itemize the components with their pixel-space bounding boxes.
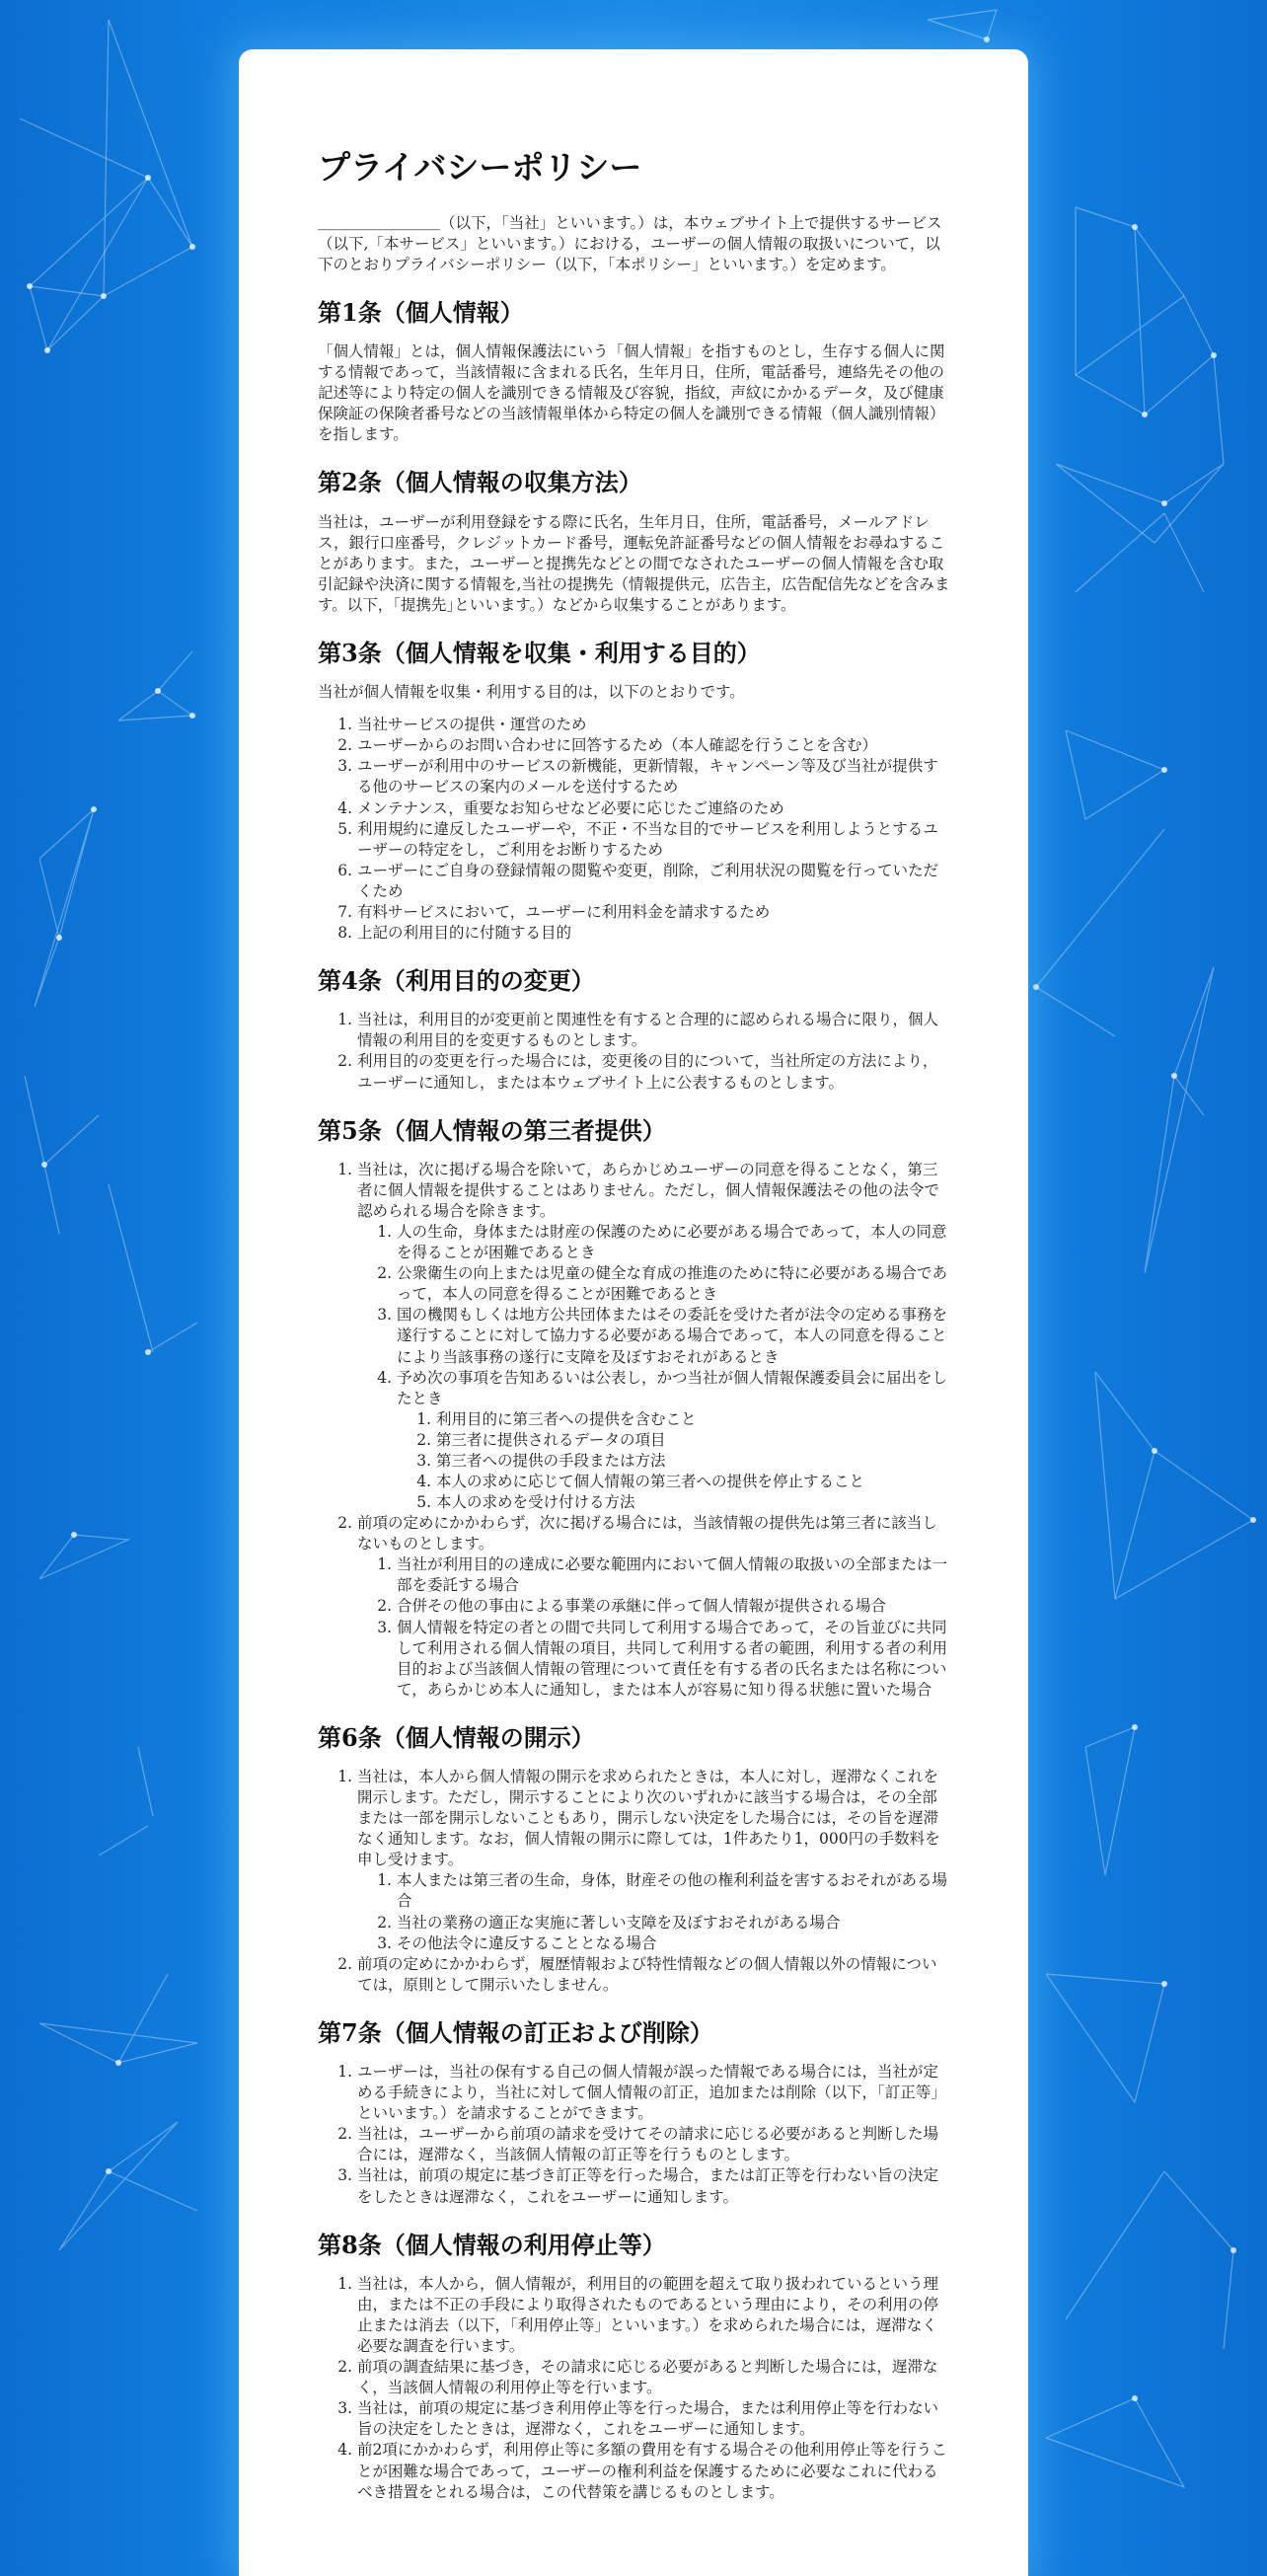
list-item: 1. 当社が利用目的の達成に必要な範囲内において個人情報の取扱いの全部または一部を委託する場合 — [397, 1554, 951, 1596]
list-item: 1. 人の生命，身体または財産の保護のために必要がある場合であって，本人の同意を得ることが困難であるとき — [397, 1222, 951, 1263]
list-item — [357, 1767, 951, 1954]
list-item: 2. 合併その他の事由による事業の承継に伴って個人情報が提供される場合 — [397, 1596, 951, 1617]
article-2-heading: 第2条（個人情報の収集方法） — [318, 468, 642, 497]
policy-card — [239, 49, 1028, 2576]
list-item: 7. 有料サービスにおいて，ユーザーに利用料金を請求するため — [357, 902, 951, 923]
article-4-heading: 第4条（利用目的の変更） — [318, 966, 595, 996]
list-item: 2. 当社は，ユーザーから前項の請求を受けてその請求に応じる必要があると判断した場合には，遅滞なく，当該個人情報の訂正等を行うものとします。 — [357, 2124, 951, 2165]
list-item: 2. 公衆衛生の向上または児童の健全な育成の推進のために特に必要がある場合であって，本人の同意を得ることが困難であるとき — [397, 1263, 951, 1305]
list-item — [357, 1160, 951, 1513]
article-4-list — [318, 1010, 951, 1093]
list-item: 1. 当社は，利用目的が変更前と関連性を有すると合理的に認められる場合に限り，個人情報の利用目的を変更するものとします。 — [357, 1010, 951, 1051]
list-item: 2. 第三者に提供されるデータの項目 — [436, 1430, 951, 1451]
page-title: プライバシーポリシー — [318, 148, 642, 187]
list-item: 5. 利用規約に違反したユーザーや，不正・不当な目的でサービスを利用しようとするユーザーの特定をし，ご利用をお断りするため — [357, 819, 951, 861]
list-item-text: 当社は，本人から個人情報の開示を求められたときは，本人に対し，遅滞なくこれを開示します。ただし，開示することにより次のいずれかに該当する場合は，その全部または一部を開示しないこともあり，開示しない決定をした場合には，その旨を遅滞なく通知します。なお，個人情報の開示に際しては，1件あたり1，000円の手数料を申し受けます。 — [357, 1768, 940, 1869]
article-2-body: 当社は，ユーザーが利用登録をする際に氏名，生年月日，住所，電話番号，メールアドレス，銀行口座番号，クレジットカード番号，運転免許証番号などの個人情報をお尋ねすることがあります。また，ユーザーと提携先などとの間でなされたユーザーの個人情報を含む取引記録や決済に関する情報を,当社の提携先（情報提供元，広告主，広告配信先などを含みます。以下，｢提携先｣といいます。）などから収集することがあります。 — [318, 512, 950, 614]
article-5-sublist-1 — [357, 1222, 951, 1513]
list-item: 3. 当社は，前項の規定に基づき訂正等を行った場合，または訂正等を行わない旨の決定をしたときは遅滞なく，これをユーザーに通知します。 — [357, 2165, 951, 2207]
list-item: 1. 当社は，本人から，個人情報が，利用目的の範囲を超えて取り扱われているという理由，または不正の手段により取得されたものであるという理由により，その利用の停止または消去（以下，「利用停止等」といいます。）を求められた場合には，遅滞なく必要な調査を行います。 — [357, 2274, 951, 2357]
list-item: 2. 前項の定めにかかわらず，履歴情報および特性情報などの個人情報以外の情報については，原則として開示いたしません。 — [357, 1954, 951, 1996]
article-8-list — [318, 2274, 951, 2503]
list-item: 5. 本人の求めを受け付ける方法 — [436, 1492, 951, 1513]
list-item: 3. その他法令に違反することとなる場合 — [397, 1933, 951, 1954]
list-item: 3. 第三者への提供の手段または方法 — [436, 1451, 951, 1472]
article-5-sublist-1-4 — [397, 1409, 951, 1513]
list-item: 2. 利用目的の変更を行った場合には，変更後の目的について，当社所定の方法により，ユーザーに通知し，または本ウェブサイト上に公表するものとします。 — [357, 1051, 951, 1093]
list-item: 1. ユーザーは，当社の保有する自己の個人情報が誤った情報である場合には，当社が定める手続きにより，当社に対して個人情報の訂正，追加または削除（以下，「訂正等」といいます。）を請求することができます。 — [357, 2062, 951, 2124]
article-5-heading: 第5条（個人情報の第三者提供） — [318, 1115, 666, 1145]
article-6-list — [318, 1767, 951, 1996]
list-item: 3. ユーザーが利用中のサービスの新機能，更新情報，キャンペーン等及び当社が提供する他のサービスの案内のメールを送付するため — [357, 756, 951, 797]
list-item-text: 前項の定めにかかわらず，次に掲げる場合には，当該情報の提供先は第三者に該当しないものとします。 — [357, 1514, 937, 1553]
list-item: 3. 国の機関もしくは地方公共団体またはその委託を受けた者が法令の定める事務を遂行することに対して協力する必要がある場合であって，本人の同意を得ることにより当該事務の遂行に支障を及ぼすおそれがあるとき — [397, 1305, 951, 1367]
list-item: 3. 当社は，前項の規定に基づき利用停止等を行った場合，または利用停止等を行わない旨の決定をしたときは，遅滞なく，これをユーザーに通知します。 — [357, 2398, 951, 2440]
list-item: 1. 本人または第三者の生命，身体，財産その他の権利利益を害するおそれがある場合 — [397, 1870, 951, 1912]
list-item: 2. ユーザーからのお問い合わせに回答するため（本人確認を行うことを含む） — [357, 735, 951, 756]
list-item: 4. 前2項にかかわらず，利用停止等に多額の費用を有する場合その他利用停止等を行うことが困難な場合であって，ユーザーの権利利益を保護するために必要なこれに代わるべき措置をとれる場合は，この代替策を講じるものとします。 — [357, 2440, 951, 2502]
article-6-heading: 第6条（個人情報の開示） — [318, 1722, 595, 1752]
article-8-heading: 第8条（個人情報の利用停止等） — [318, 2230, 666, 2259]
list-item — [397, 1368, 951, 1514]
list-item: 6. ユーザーにご自身の登録情報の閲覧や変更，削除，ご利用状況の閲覧を行っていただくため — [357, 861, 951, 902]
list-item: 1. 利用目的に第三者への提供を含むこと — [436, 1409, 951, 1430]
article-5-sublist-2 — [357, 1554, 951, 1701]
article-7-list — [318, 2062, 951, 2208]
article-1-body: 「個人情報」とは，個人情報保護法にいう「個人情報」を指すものとし，生存する個人に関する情報であって，当該情報に含まれる氏名，生年月日，住所，電話番号，連絡先その他の記述等により特定の個人を識別できる情報及び容貌，指紋，声紋にかかるデータ，及び健康保険証の保険者番号などの当該情報単体から特定の個人を識別できる情報（個人識別情報）を指します。 — [318, 342, 945, 444]
article-6-sublist — [357, 1870, 951, 1953]
article-3-heading: 第3条（個人情報を収集・利用する目的） — [318, 638, 761, 667]
list-item: 1. 当社サービスの提供・運営のため — [357, 715, 951, 735]
list-item: 4. 本人の求めに応じて個人情報の第三者への提供を停止すること — [436, 1472, 951, 1492]
article-3-lead: 当社が個人情報を収集・利用する目的は，以下のとおりです。 — [318, 683, 745, 702]
list-item: 2. 前項の調査結果に基づき，その請求に応じる必要があると判断した場合には，遅滞なく，当該個人情報の利用停止等を行います。 — [357, 2357, 951, 2398]
article-7-heading: 第7条（個人情報の訂正および削除） — [318, 2017, 713, 2047]
list-item — [357, 1513, 951, 1701]
list-item: 8. 上記の利用目的に付随する目的 — [357, 923, 951, 944]
list-item-text: 予め次の事項を告知あるいは公表し，かつ当社が個人情報保護委員会に届出をしたとき — [397, 1368, 948, 1407]
list-item: 2. 当社の業務の適正な実施に著しい支障を及ぼすおそれがある場合 — [397, 1913, 951, 1933]
list-item-text: 当社は，次に掲げる場合を除いて，あらかじめユーザーの同意を得ることなく，第三者に個人情報を提供することはありません。ただし，個人情報保護法その他の法令で認められる場合を除きます。 — [357, 1160, 939, 1220]
article-1-heading: 第1条（個人情報） — [318, 297, 524, 327]
article-5-list — [318, 1160, 951, 1701]
list-item: 3. 個人情報を特定の者との間で共同して利用する場合であって，その旨並びに共同して利用される個人情報の項目，共同して利用する者の範囲，利用する者の利用目的および当該個人情報の管理について責任を有する者の氏名または名称について，あらかじめ本人に通知し，または本人が容易に知り得る状態に置いた場合 — [397, 1618, 951, 1701]
intro-paragraph: ＿＿＿＿＿＿＿＿（以下，「当社」といいます。）は，本ウェブサイト上で提供するサービス（以下,「本サービス」といいます。）における，ユーザーの個人情報の取扱いについて，以下のとおりプライバシーポリシー（以下，「本ポリシー」といいます。）を定めます。 — [318, 213, 942, 273]
article-3-list — [318, 715, 951, 944]
list-item: 4. メンテナンス，重要なお知らせなど必要に応じたご連絡のため — [357, 798, 951, 819]
